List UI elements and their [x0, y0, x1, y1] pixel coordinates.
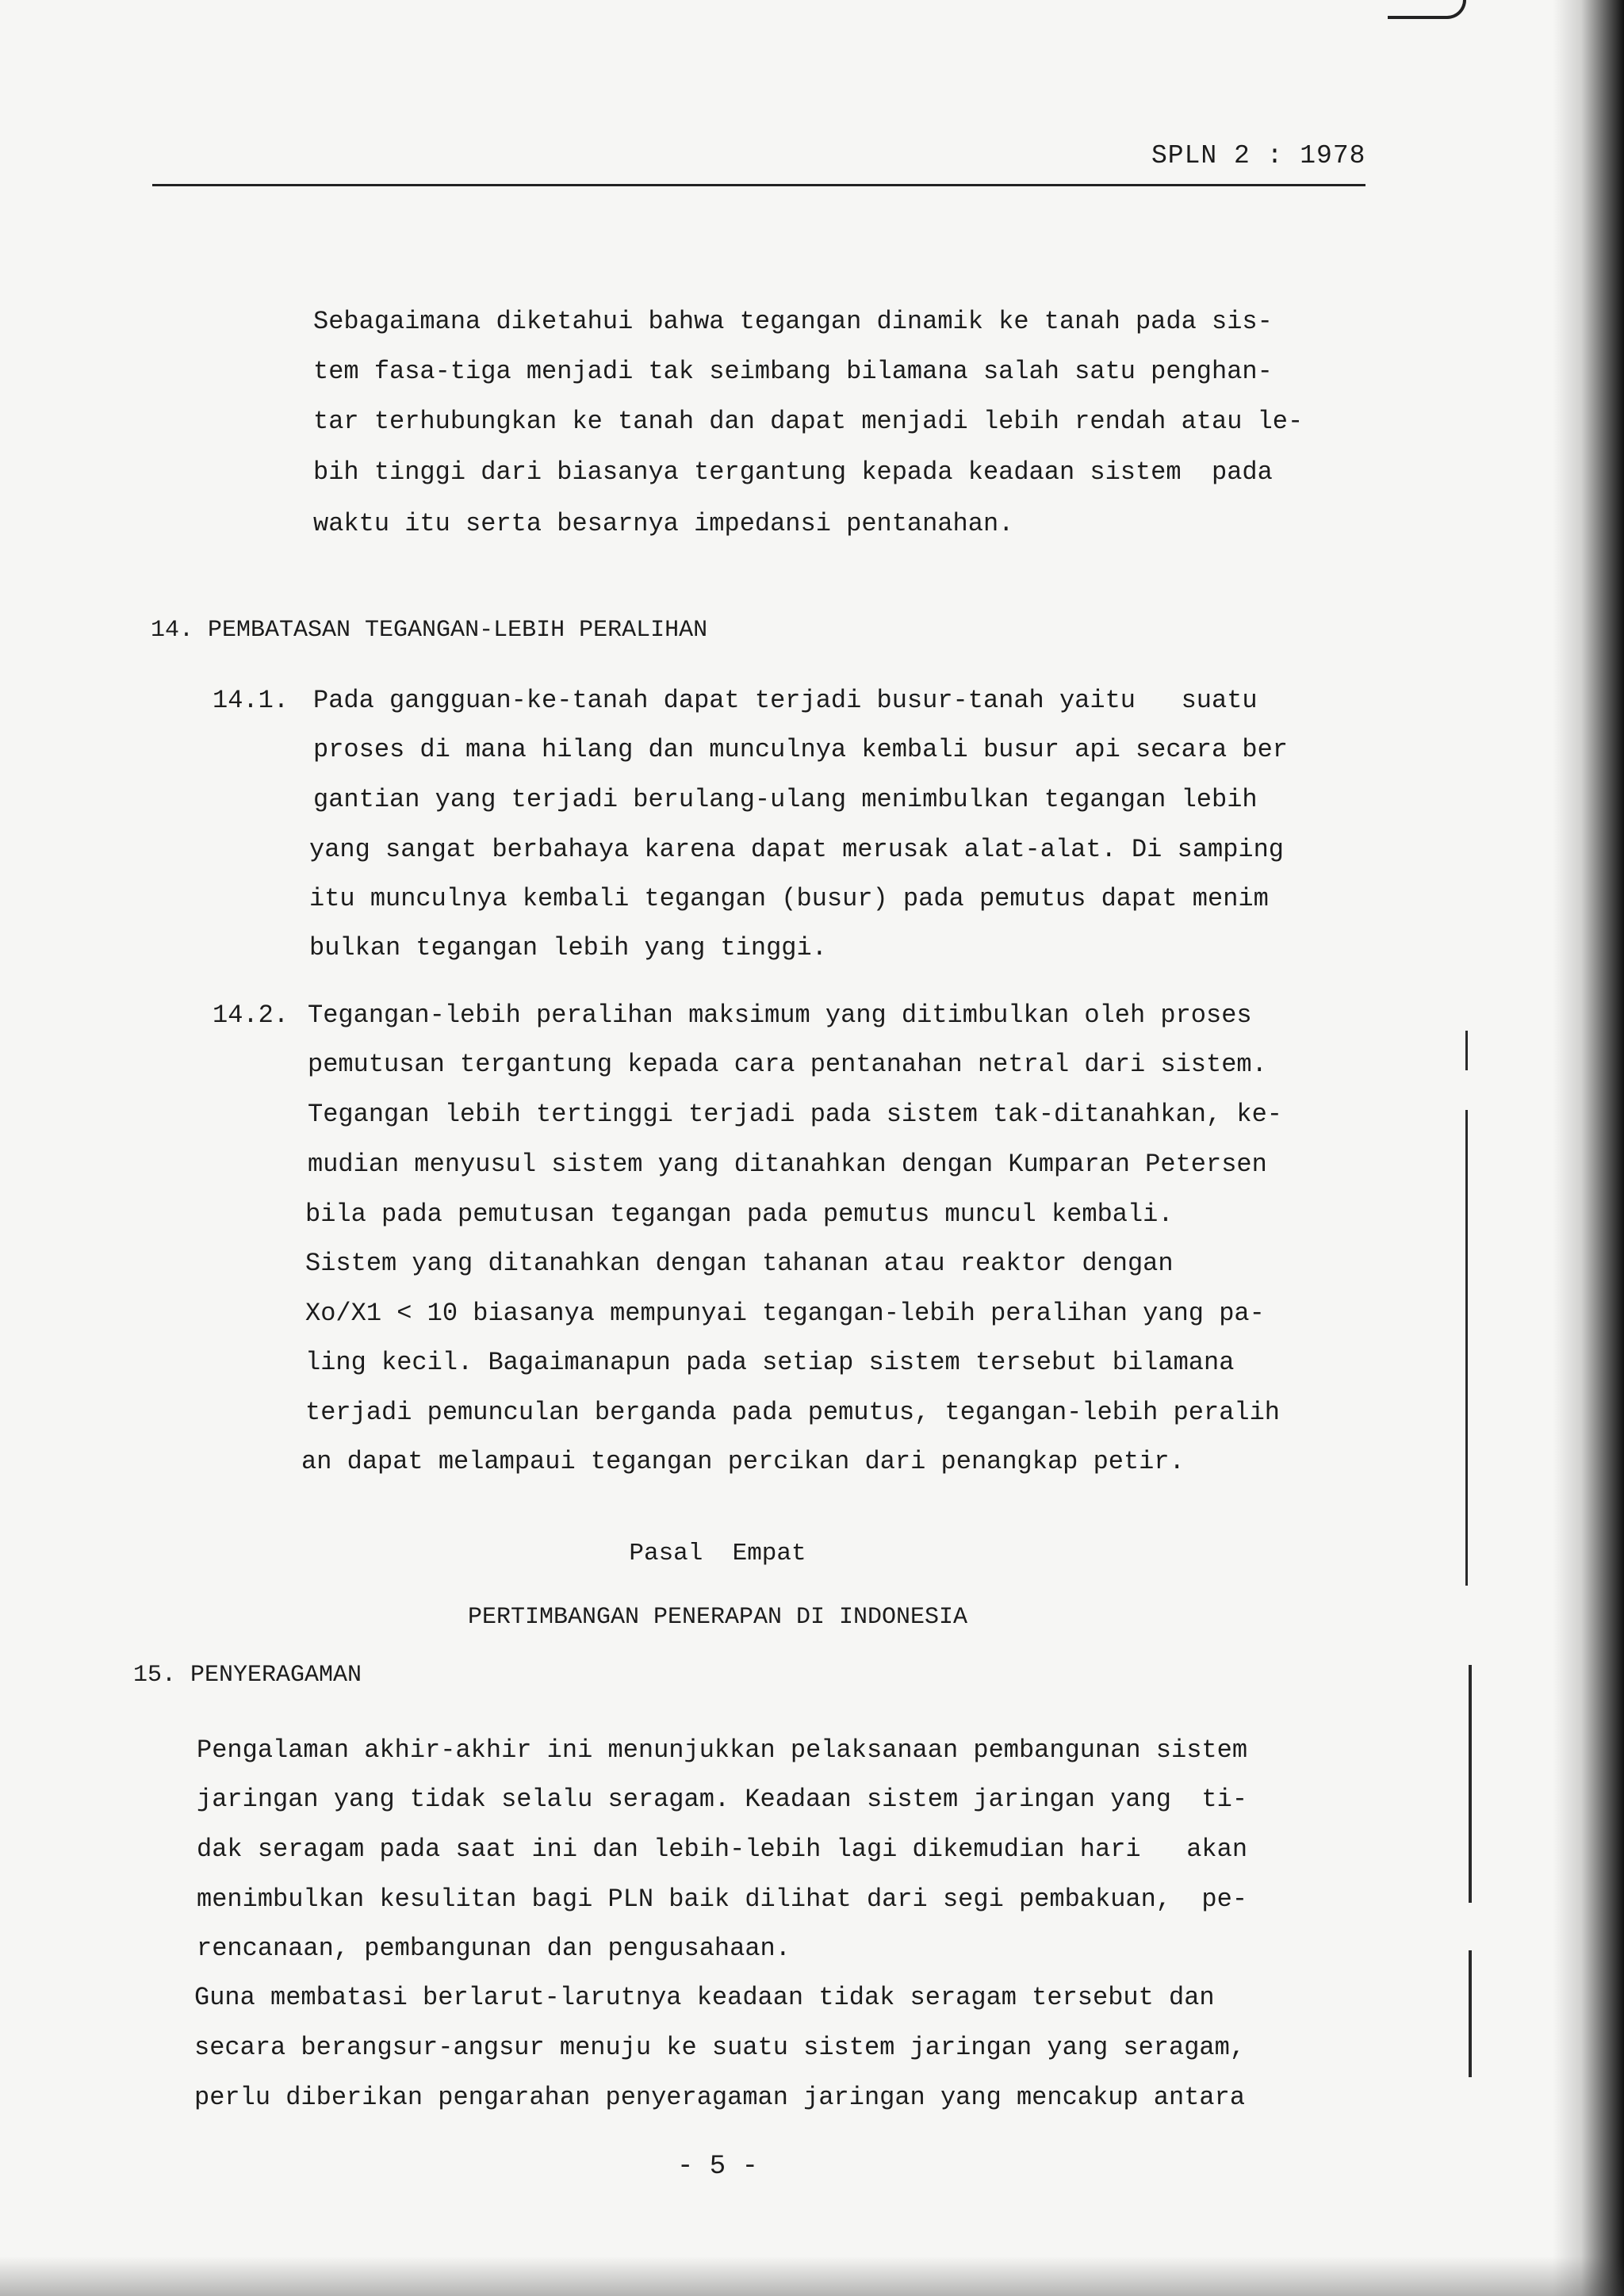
text-line: tem fasa-tiga menjadi tak seimbang bilamana salah satu penghan- — [313, 357, 1273, 386]
text-line: rencanaan, pembangunan dan pengusahaan. — [197, 1934, 791, 1963]
text-line: Pada gangguan-ke-tanah dapat terjadi busur-tanah yaitu suatu — [313, 686, 1258, 715]
text-line: bulkan tegangan lebih yang tinggi. — [309, 933, 827, 962]
text-line: mudian menyusul sistem yang ditanahkan dengan Kumparan Petersen — [308, 1150, 1267, 1179]
text-line: bila pada pemutusan tegangan pada pemutus muncul kembali. — [305, 1200, 1174, 1229]
text-line: tar terhubungkan ke tanah dan dapat menjadi lebih rendah atau le- — [313, 407, 1304, 436]
chapter-title: Pasal Empat — [629, 1540, 806, 1567]
section-heading-15: 15. PENYERAGAMAN — [133, 1662, 362, 1689]
header-rule — [152, 184, 1365, 186]
text-line: Pengalaman akhir-akhir ini menunjukkan pelaksanaan pembangunan sistem — [197, 1735, 1248, 1765]
chapter-subtitle: PERTIMBANGAN PENERAPAN DI INDONESIA — [467, 1604, 968, 1631]
text-line: proses di mana hilang dan munculnya kembali busur api secara ber — [313, 735, 1288, 764]
text-line: perlu diberikan pengarahan penyeragaman jaringan yang mencakup antara — [194, 2083, 1246, 2112]
text-line: Sebagaimana diketahui bahwa tegangan dinamik ke tanah pada sis- — [313, 307, 1273, 336]
margin-mark — [1469, 1950, 1472, 2077]
scan-edge-shadow — [1553, 0, 1624, 2296]
text-line: secara berangsur-angsur menuju ke suatu sistem jaringan yang seragam, — [194, 2033, 1246, 2062]
text-line: menimbulkan kesulitan bagi PLN baik dilihat dari segi pembakuan, pe- — [197, 1885, 1248, 1914]
item-number: 14.2. — [213, 1001, 289, 1030]
margin-mark — [1465, 1031, 1468, 1070]
text-line: yang sangat berbahaya karena dapat merusak alat-alat. Di samping — [309, 835, 1284, 864]
text-line: pemutusan tergantung kepada cara pentanahan netral dari sistem. — [308, 1050, 1267, 1079]
page-number: - 5 - — [676, 2152, 759, 2182]
text-line: itu munculnya kembali tegangan (busur) pada pemutus dapat menim — [309, 884, 1269, 913]
document-id: SPLN 2 : 1978 — [1151, 141, 1366, 170]
text-line: Tegangan lebih tertinggi terjadi pada sistem tak-ditanahkan, ke- — [308, 1100, 1282, 1129]
text-line: an dapat melampaui tegangan percikan dari penangkap petir. — [301, 1447, 1185, 1476]
corner-fold-mark — [1388, 0, 1466, 19]
text-line: jaringan yang tidak selalu seragam. Keadaan sistem jaringan yang ti- — [197, 1785, 1248, 1814]
text-line: Guna membatasi berlarut-larutnya keadaan tidak seragam tersebut dan — [194, 1983, 1215, 2012]
text-line: gantian yang terjadi berulang-ulang menimbulkan tegangan lebih — [313, 785, 1258, 814]
text-line: Xo/X1 < 10 biasanya mempunyai tegangan-lebih peralihan yang pa- — [305, 1299, 1265, 1328]
text-line: terjadi pemunculan berganda pada pemutus, tegangan-lebih peralih — [305, 1398, 1280, 1427]
item-number: 14.1. — [213, 686, 289, 715]
text-line: ling kecil. Bagaimanapun pada setiap sistem tersebut bilamana — [305, 1348, 1235, 1377]
text-line: dak seragam pada saat ini dan lebih-lebih lagi dikemudian hari akan — [197, 1835, 1248, 1864]
text-line: waktu itu serta besarnya impedansi pentanahan. — [313, 509, 1014, 538]
margin-mark — [1469, 1665, 1472, 1903]
margin-mark — [1465, 1110, 1468, 1586]
text-line: Sistem yang ditanahkan dengan tahanan atau reaktor dengan — [305, 1249, 1174, 1278]
scan-bottom-shadow — [0, 2256, 1624, 2296]
text-line: Tegangan-lebih peralihan maksimum yang ditimbulkan oleh proses — [308, 1001, 1252, 1030]
text-line: bih tinggi dari biasanya tergantung kepada keadaan sistem pada — [313, 457, 1273, 487]
section-heading-14: 14. PEMBATASAN TEGANGAN-LEBIH PERALIHAN — [151, 617, 708, 644]
